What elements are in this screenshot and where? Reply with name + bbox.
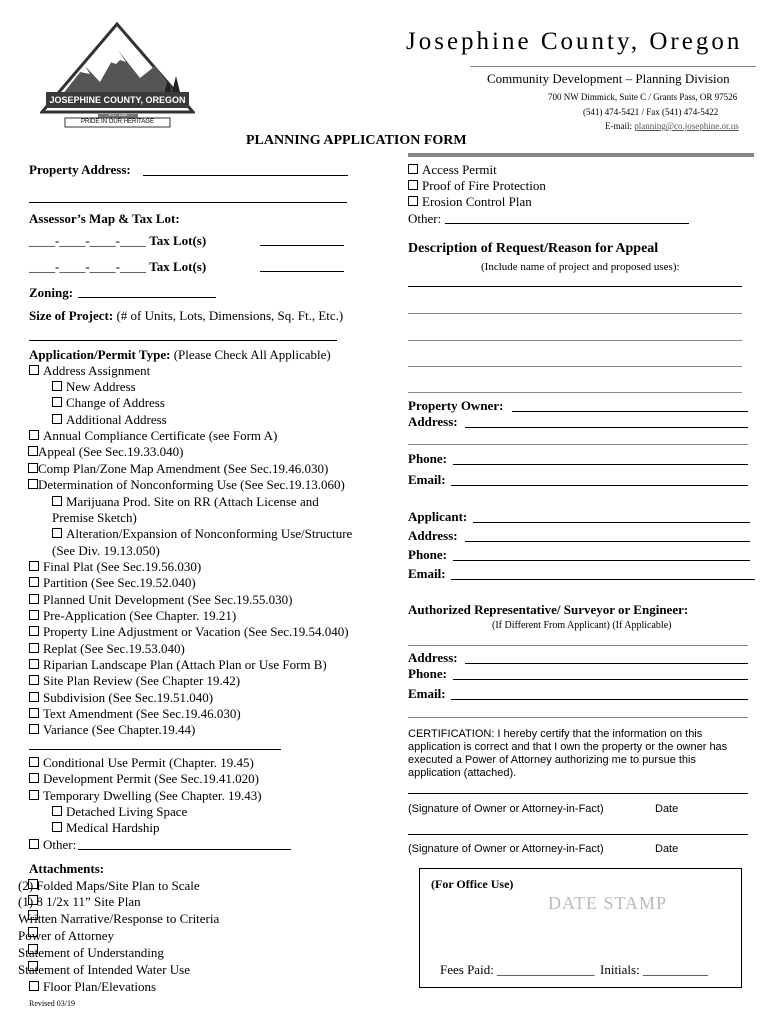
checkbox-icon[interactable] xyxy=(28,927,38,937)
division: Community Development – Planning Division xyxy=(487,71,730,86)
checkbox-icon[interactable] xyxy=(52,528,62,538)
tax-lot-field-2[interactable] xyxy=(260,271,344,272)
zoning-label: Zoning: xyxy=(29,285,74,300)
checkbox-icon[interactable] xyxy=(29,839,39,849)
description-subtitle: (Include name of project and proposed uses): xyxy=(481,261,680,273)
checkbox-icon[interactable] xyxy=(29,675,39,685)
certification-text: CERTIFICATION: I hereby certify that the information on this application is correct and that I own the property or the owner has executed a Power of Attorney authorizing me to pursue this application (attached). xyxy=(408,728,728,779)
attachment-item[interactable]: Floor Plan/Elevations xyxy=(29,979,156,995)
attachment-item[interactable]: Statement of Understanding xyxy=(18,945,164,960)
rep-email-label: Email: xyxy=(408,686,446,701)
checkbox-icon[interactable] xyxy=(28,944,38,954)
checkbox-icon[interactable] xyxy=(29,643,39,653)
rep-phone-label: Phone: xyxy=(408,666,447,681)
checkbox-icon[interactable] xyxy=(29,708,39,718)
applicant-label: Applicant: xyxy=(408,509,468,524)
property-owner-label: Property Owner: xyxy=(408,398,504,413)
list-item[interactable]: Marijuana Prod. Site on RR (Attach License and xyxy=(52,494,319,510)
list-item-cont: Premise Sketch) xyxy=(52,510,137,525)
signature-label-1: (Signature of Owner or Attorney-in-Fact) xyxy=(408,803,604,815)
list-item[interactable]: Temporary Dwelling (See Chapter. 19.43) xyxy=(29,788,262,804)
divider xyxy=(408,717,748,718)
initials[interactable]: Initials: __________ xyxy=(600,962,708,977)
attachment-item[interactable]: (1) 8 1/2x 11” Site Plan xyxy=(18,894,141,909)
applicant-email-field[interactable] xyxy=(451,579,755,580)
rep-phone-field[interactable] xyxy=(453,679,748,680)
list-item[interactable]: Detached Living Space xyxy=(52,804,187,820)
list-item[interactable]: Site Plan Review (See Chapter 19.42) xyxy=(29,673,240,689)
owner-phone-label: Phone: xyxy=(408,451,447,466)
attachment-item[interactable]: Power of Attorney xyxy=(18,928,115,943)
checkbox-icon[interactable] xyxy=(28,463,38,473)
attachment-item[interactable]: (2) Folded Maps/Site Plan to Scale xyxy=(18,878,200,893)
property-owner-field[interactable] xyxy=(512,411,748,412)
fees-paid[interactable]: Fees Paid: _______________ xyxy=(440,962,595,977)
list-item[interactable]: Riparian Landscape Plan (Attach Plan or Use Form B) xyxy=(29,657,327,673)
owner-address-label: Address: xyxy=(408,414,458,429)
logo-name: JOSEPHINE COUNTY, OREGON xyxy=(49,95,186,105)
list-item[interactable]: Text Amendment (See Sec.19.46.030) xyxy=(29,706,241,722)
email-line xyxy=(605,120,739,132)
list-item-cont: (See Div. 19.13.050) xyxy=(52,543,160,558)
checkbox-icon[interactable] xyxy=(29,659,39,669)
list-item[interactable]: Final Plat (See Sec.19.56.030) xyxy=(29,559,201,575)
signature-line-2[interactable] xyxy=(408,834,748,835)
checkbox-icon[interactable] xyxy=(52,397,62,407)
description-line[interactable] xyxy=(408,313,742,314)
owner-phone-field[interactable] xyxy=(453,464,748,465)
checkbox-icon[interactable] xyxy=(52,381,62,391)
signature-label-2: (Signature of Owner or Attorney-in-Fact) xyxy=(408,843,604,855)
rep-email-field[interactable] xyxy=(451,699,748,700)
form-title: PLANNING APPLICATION FORM xyxy=(246,133,467,148)
check-access-permit[interactable]: Access Permit xyxy=(408,162,497,178)
attachment-item[interactable]: Written Narrative/Response to Criteria xyxy=(18,911,220,926)
checkbox-icon[interactable] xyxy=(29,757,39,767)
owner-email-field[interactable] xyxy=(451,485,748,486)
size-of-project: Size of Project: (# of Units, Lots, Dimensions, Sq. Ft., Etc.) xyxy=(29,308,344,323)
auth-rep-subtitle: (If Different From Applicant) (If Applicable) xyxy=(492,620,672,631)
auth-rep-title: Authorized Representative/ Surveyor or Engineer: xyxy=(408,602,689,617)
list-item[interactable]: Planned Unit Development (See Sec.19.55.030) xyxy=(29,592,292,608)
checkbox-icon[interactable] xyxy=(29,430,39,440)
office-use-label: (For Office Use) xyxy=(431,877,514,891)
logo-est: EST. 1856 xyxy=(108,112,128,117)
list-item[interactable]: Pre-Application (See Chapter. 19.21) xyxy=(29,608,236,624)
auth-rep-name-field[interactable] xyxy=(408,645,748,646)
applicant-phone-field[interactable] xyxy=(453,560,750,561)
other-label: Other: xyxy=(408,211,442,226)
rep-address-field[interactable] xyxy=(465,663,748,664)
list-item[interactable]: Change of Address xyxy=(52,395,165,411)
description-line[interactable] xyxy=(408,286,742,287)
checkbox-icon[interactable] xyxy=(29,594,39,604)
list-item[interactable]: Appeal (See Sec.19.33.040) xyxy=(29,444,184,460)
tax-lot-row-2[interactable]: ____-____-____-____ Tax Lot(s) xyxy=(29,259,207,274)
description-line[interactable] xyxy=(408,340,742,341)
rep-address-label: Address: xyxy=(408,650,458,665)
checkbox-icon[interactable] xyxy=(408,196,418,206)
checkbox-icon[interactable] xyxy=(29,724,39,734)
list-item[interactable]: Development Permit (See Sec.19.41.020) xyxy=(29,771,259,787)
date-label-2: Date xyxy=(655,843,679,855)
list-item[interactable]: Other: xyxy=(29,837,76,853)
checkbox-icon[interactable] xyxy=(52,806,62,816)
description-title: Description of Request/Reason for Appeal xyxy=(408,241,659,256)
checkbox-icon[interactable] xyxy=(52,414,62,424)
size-field[interactable] xyxy=(29,340,337,341)
date-label-1: Date xyxy=(655,803,679,815)
property-address-field[interactable] xyxy=(143,175,348,176)
applicant-address-field[interactable] xyxy=(465,541,750,542)
signature-line-1[interactable] xyxy=(408,793,748,794)
checkbox-icon[interactable] xyxy=(29,610,39,620)
checkbox-icon[interactable] xyxy=(52,496,62,506)
check-erosion-control[interactable]: Erosion Control Plan xyxy=(408,194,532,210)
email-link[interactable]: planning@co.josephine.or.us xyxy=(634,121,739,131)
checkbox-icon[interactable] xyxy=(28,910,38,920)
list-item[interactable]: Medical Hardship xyxy=(52,820,160,836)
owner-address-field[interactable] xyxy=(465,427,748,428)
list-item[interactable]: Comp Plan/Zone Map Amendment (See Sec.19.46.030) xyxy=(29,461,328,477)
checkbox-icon[interactable] xyxy=(29,365,39,375)
checkbox-icon[interactable] xyxy=(29,981,39,991)
header-rule xyxy=(408,153,754,157)
applicant-phone-label: Phone: xyxy=(408,547,447,562)
county-logo xyxy=(40,22,195,132)
list-item[interactable]: Variance (See Chapter.19.44) xyxy=(29,722,195,738)
checkbox-icon[interactable] xyxy=(29,692,39,702)
date-stamp: DATE STAMP xyxy=(548,893,668,913)
list-item[interactable]: New Address xyxy=(52,379,136,395)
checkbox-icon[interactable] xyxy=(408,164,418,174)
divider xyxy=(29,749,281,750)
other-right-field[interactable] xyxy=(445,223,689,224)
checkbox-icon[interactable] xyxy=(28,895,38,905)
office-address: 700 NW Dimmick, Suite C / Grants Pass, OR 97526 xyxy=(548,92,738,102)
check-fire-protection[interactable]: Proof of Fire Protection xyxy=(408,178,546,194)
applicant-address-label: Address: xyxy=(408,528,458,543)
checkbox-icon[interactable] xyxy=(29,577,39,587)
checkbox-icon[interactable] xyxy=(29,773,39,783)
list-item[interactable]: Partition (See Sec.19.52.040) xyxy=(29,575,196,591)
attachments-label: Attachments: xyxy=(29,861,105,876)
checkbox-icon[interactable] xyxy=(28,446,38,456)
list-item[interactable]: Subdivision (See Sec.19.51.040) xyxy=(29,690,213,706)
other-field[interactable] xyxy=(78,849,291,850)
checkbox-icon[interactable] xyxy=(28,879,38,889)
checkbox-icon[interactable] xyxy=(29,626,39,636)
property-address-field-2[interactable] xyxy=(29,202,347,203)
list-item[interactable]: Alteration/Expansion of Nonconforming Use/Structure xyxy=(52,526,352,542)
tax-lot-field-1[interactable] xyxy=(260,245,344,246)
checkbox-icon[interactable] xyxy=(408,180,418,190)
phone-fax: (541) 474-5421 / Fax (541) 474-5422 xyxy=(583,107,719,117)
logo-motto: PRIDE IN OUR HERITAGE xyxy=(81,119,154,125)
list-item[interactable]: Replat (See Sec.19.53.040) xyxy=(29,641,185,657)
revised-date: Revised 03/19 xyxy=(29,999,75,1008)
email-label: E-mail: xyxy=(605,121,632,131)
zoning-field[interactable] xyxy=(78,297,216,298)
applicant-email-label: Email: xyxy=(408,566,446,581)
checkbox-icon[interactable] xyxy=(52,822,62,832)
property-address-label: Property Address: xyxy=(29,162,131,177)
applicant-field[interactable] xyxy=(473,522,750,523)
checkbox-icon[interactable] xyxy=(29,790,39,800)
attachment-item[interactable]: Statement of Intended Water Use xyxy=(18,962,190,977)
list-item[interactable]: Address Assignment xyxy=(29,363,150,379)
county-title: Josephine County, Oregon xyxy=(406,28,743,55)
description-line[interactable] xyxy=(408,392,742,393)
tax-lot-row-1[interactable]: ____-____-____-____ Tax Lot(s) xyxy=(29,233,207,248)
assessor-label: Assessor’s Map & Tax Lot: xyxy=(29,211,180,226)
checkbox-icon[interactable] xyxy=(28,961,38,971)
list-item[interactable]: Determination of Nonconforming Use (See Sec.19.13.060) xyxy=(29,477,345,493)
list-item[interactable]: Property Line Adjustment or Vacation (See Sec.19.54.040) xyxy=(29,624,349,640)
checkbox-icon[interactable] xyxy=(28,479,38,489)
owner-address-field-2[interactable] xyxy=(408,444,748,445)
list-item[interactable]: Conditional Use Permit (Chapter. 19.45) xyxy=(29,755,254,771)
list-item[interactable]: Additional Address xyxy=(52,412,167,428)
permit-type-heading: Application/Permit Type: (Please Check All Applicable) xyxy=(29,347,331,362)
owner-email-label: Email: xyxy=(408,472,446,487)
checkbox-icon[interactable] xyxy=(29,561,39,571)
list-item[interactable]: Annual Compliance Certificate (see Form A) xyxy=(29,428,277,444)
description-line[interactable] xyxy=(408,366,742,367)
